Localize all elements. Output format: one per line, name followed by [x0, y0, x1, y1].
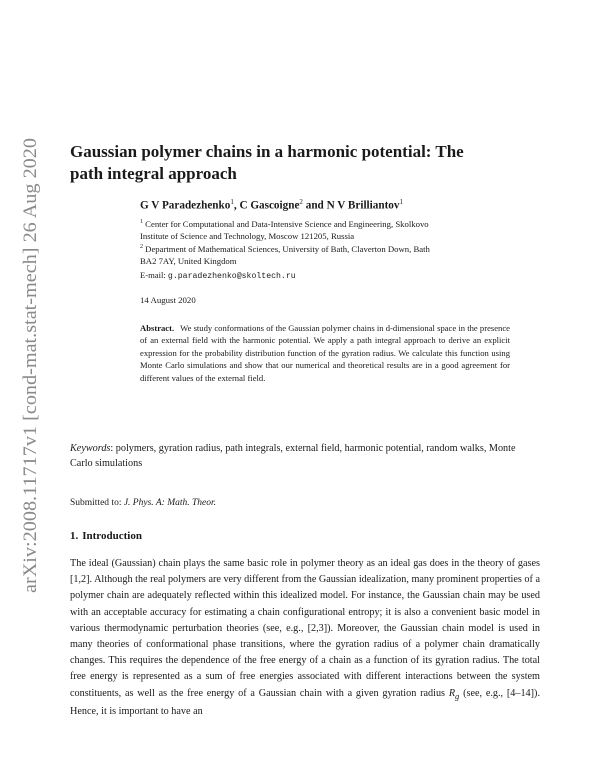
- section-heading: [70, 530, 142, 542]
- affiliation-2: [140, 241, 510, 268]
- contact-email: [140, 270, 296, 281]
- affiliation-line: Department of Mathematical Sciences, University of Bath, Claverton Down, Bath: [145, 243, 430, 254]
- author-affiliation-mark: 2: [299, 198, 303, 206]
- section-title: Introduction: [82, 530, 142, 542]
- affiliation-line: Center for Computational and Data-Intensive Science and Engineering, Skolkovo: [145, 218, 429, 229]
- abstract-label: Abstract.: [140, 323, 175, 333]
- arxiv-identifier-stamp: [8, 135, 48, 595]
- body-text-part: (see, e.g., [4–14]). Hence, it is important to have an: [70, 687, 540, 717]
- journal-name: J. Phys. A: Math. Theor.: [123, 498, 217, 508]
- section-number: 1.: [70, 530, 79, 542]
- keywords-text: : polymers, gyration radius, path integrals, external field, harmonic potential, random walks, Monte Carlo simulations: [70, 443, 516, 469]
- body-text-part: The ideal (Gaussian) chain plays the same basic role in polymer theory as an ideal gas does in the theory of gases [1,2]. Although the real polymers are very different from the Gaussian idealization, many prominent properties of a polymer chain are adequately reflected within this idealized model. For instance, the Gaussian chain may be used with an acceptable accuracy for estimating a chain configurational entropy; it is also a convenient basic model in various thermodynamic perturbation theories (see, e.g., [2,3]). Moreover, the Gaussian chain model is used in many theories of conformational phase transitions, where the gyration radius of a polymer chain dramatically changes. This requires the dependence of the free energy of a chain as a function of its gyration radius. The total free energy is represented as a sum of free energies associated with different interactions between the system constituents, as well as the free energy of a Gaussian chain with a given gyration radius: [70, 558, 540, 699]
- affiliation-1: [140, 216, 510, 243]
- email-label: E-mail:: [140, 270, 168, 280]
- gyration-radius-symbol: R: [448, 687, 456, 699]
- keywords-label: Keywords: [70, 443, 111, 454]
- paper-title: [70, 141, 540, 185]
- introduction-paragraph: [70, 556, 540, 720]
- abstract-text: We study conformations of the Gaussian polymer chains in d-dimensional space in the presence of an external field with the harmonic potential. We apply a path integral approach to derive an explicit expression for the probability distribution function of the gyration radius. We calculate this function using Monte Carlo simulations and show that our numerical and theoretical results are in a good agreement for different values of the external field.: [140, 323, 510, 383]
- author-affiliation-mark: 1: [230, 198, 234, 206]
- title-line-2: path integral approach: [70, 164, 237, 183]
- author-list: [140, 198, 540, 212]
- affiliation-line: Institute of Science and Technology, Moscow 121205, Russia: [140, 231, 355, 242]
- arxiv-identifier-text: arXiv:2008.11717v1 [cond-mat.stat-mech] 26 Aug 2020: [20, 165, 41, 593]
- affiliation-mark: 2: [140, 244, 143, 250]
- author-separator: and: [302, 199, 327, 212]
- author-name: G V Paradezhenko: [140, 199, 231, 212]
- paper-date: 14 August 2020: [140, 295, 196, 305]
- abstract: [140, 322, 510, 384]
- author-name: C Gascoigne: [239, 199, 300, 212]
- affiliation-mark: 1: [140, 219, 143, 225]
- author-name: N V Brilliantov: [326, 199, 400, 212]
- email-address[interactable]: g.paradezhenko@skoltech.ru: [167, 272, 296, 281]
- title-line-1: Gaussian polymer chains in a harmonic potential: The: [70, 142, 464, 161]
- submission-note: [70, 498, 216, 508]
- affiliation-line: BA2 7AY, United Kingdom: [140, 256, 237, 267]
- submitted-label: Submitted to:: [70, 498, 124, 508]
- author-affiliation-mark: 1: [399, 198, 403, 206]
- author-separator: ,: [233, 199, 240, 212]
- keywords: [70, 441, 540, 471]
- gyration-radius-subscript: g: [455, 690, 460, 701]
